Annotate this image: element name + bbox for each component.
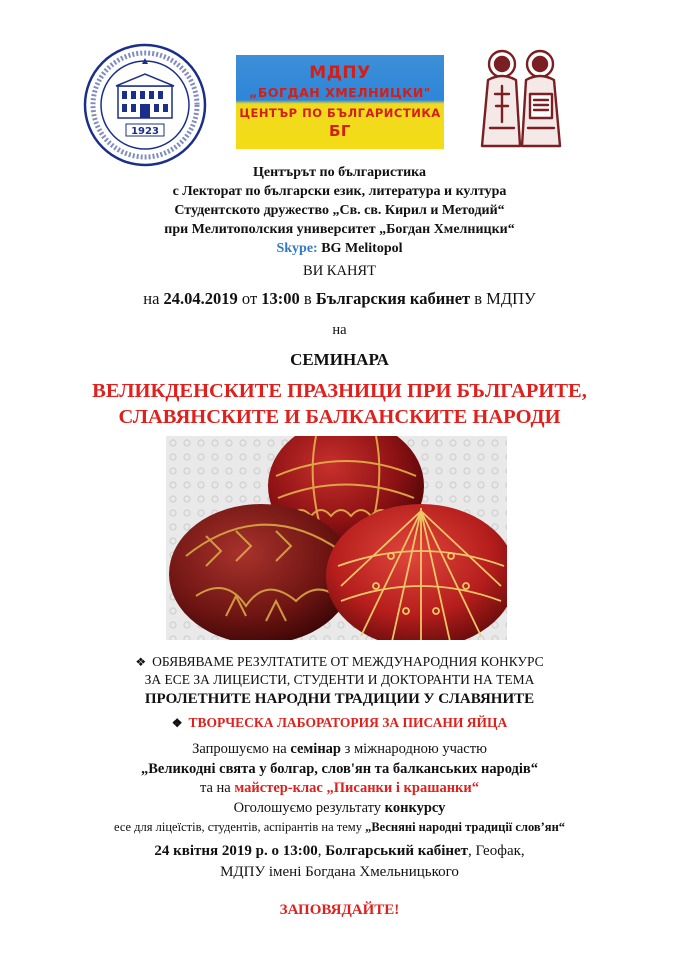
- bullet-contest-line2: ЗА ЕСЕ ЗА ЛИЦЕИСТИ, СТУДЕНТИ И ДОКТОРАНТИ НА ТЕМА: [144, 672, 535, 687]
- bullet-contest: [0, 653, 679, 708]
- invite-ot: от: [241, 289, 258, 308]
- logo-line-university: „БОГДАН ХМЕЛНИЦКИ": [249, 85, 431, 100]
- ua-l6d: , Геофак,: [468, 843, 525, 859]
- ua-line3: [0, 779, 679, 799]
- painted-easter-eggs-photo: [166, 436, 507, 640]
- invite-time: 13:00: [261, 289, 300, 308]
- bullet-contest-line3: ПРОЛЕТНИТЕ НАРОДНИ ТРАДИЦИИ У СЛАВЯНИТЕ: [144, 691, 535, 707]
- ua-line4: [0, 799, 679, 819]
- university-seal-icon: [82, 42, 208, 168]
- ua-l1c: з міжнародною участю: [344, 741, 487, 757]
- skype-label: Skype:: [276, 241, 318, 256]
- university-seal-logo: [82, 42, 208, 168]
- bullet-laboratory-text: ТВОРЧЕСКА ЛАБОРАТОРИЯ ЗА ПИСАНИ ЯЙЦА: [188, 715, 508, 730]
- ua-l5a: есе для ліцеїстів, студентів, аспірантів на тему: [113, 820, 362, 834]
- invite-vi-kanyat: ВИ КАНЯТ: [303, 263, 376, 279]
- invite-date: 24.04.2019: [163, 289, 238, 308]
- ua-l6b: ,: [317, 843, 322, 859]
- seminar-title-line1: ВЕЛИКДЕНСКИТЕ ПРАЗНИЦИ ПРИ БЪЛГАРИТЕ,: [92, 380, 587, 402]
- ua-l4b: конкурсу: [384, 799, 446, 816]
- closing-welcome: ЗАПОВЯДАЙТЕ!: [279, 902, 400, 918]
- invite-na2: на: [332, 322, 347, 338]
- svg-text:1923: 1923: [131, 126, 159, 137]
- invite-place: Българския кабинет: [315, 289, 471, 308]
- ua-l5b: „Весняні народні традиції слов’ян“: [365, 820, 566, 834]
- ua-l6c: Болгарський кабінет: [325, 843, 469, 859]
- diamond-bullet-icon: ❖: [135, 655, 147, 669]
- ua-l1b: семінар: [290, 741, 341, 757]
- ua-l3a: та на: [199, 780, 231, 796]
- bullet-contest-line1: [0, 653, 679, 671]
- invite-na: на: [143, 289, 160, 308]
- header-line-student-society: Студентското дружество „Св. св. Кирил и Методий“: [174, 203, 505, 218]
- ua-l3b: майстер-клас „Писанки і крашанки“: [234, 780, 480, 796]
- header-line-skype: [0, 239, 679, 258]
- header-line-university: при Мелитополския университет „Богдан Хмелницки“: [164, 222, 515, 237]
- logo-line-mdpu: МДПУ: [309, 63, 371, 83]
- bullet-contest-text1: ОБЯВЯВАМЕ РЕЗУЛТАТИТЕ ОТ МЕЖДУНАРОДНИЯ КОНКУРС: [152, 654, 544, 669]
- invite-date-line: [0, 289, 679, 309]
- ua-line6: [0, 841, 679, 862]
- saints-logo: [468, 42, 576, 150]
- ua-line1: [0, 740, 679, 760]
- ukrainian-block: [0, 740, 679, 838]
- invite-v: в: [303, 289, 312, 308]
- saints-cyril-methodius-icon: [468, 42, 576, 150]
- ukrainian-date-block: [0, 841, 679, 883]
- invite-v-mdpu: в МДПУ: [474, 289, 536, 308]
- bullet-laboratory: [0, 715, 679, 731]
- seminar-title: [0, 378, 679, 430]
- ua-l6a: 24 квітня 2019 р. о 13:00: [154, 843, 318, 859]
- seminar-heading: СЕМИНАРА: [290, 350, 389, 369]
- header-block: [0, 163, 679, 258]
- ua-l4a: Оголошуємо результату: [233, 799, 382, 816]
- ua-l1a: Запрошуємо на: [192, 741, 287, 757]
- center-bulgaristics-logo: [236, 55, 444, 149]
- header-line-lectorate: с Лекторат по български език, литература и култура: [172, 184, 507, 199]
- ua-line7: МДПУ імені Богдана Хмельницького: [220, 864, 459, 880]
- header-line-center: Центърът по българистика: [253, 165, 426, 180]
- ua-line5: [0, 818, 679, 838]
- ua-line2: „Великодні свята у болгар, слов'ян та балканських народів“: [140, 760, 538, 777]
- skype-value: BG Melitopol: [321, 241, 403, 256]
- logo-line-center: ЦЕНТЪР ПО БЪЛГАРИСТИКА: [239, 106, 441, 120]
- diamond-bullet-icon: ❖: [171, 716, 183, 730]
- easter-eggs-photo: [166, 436, 507, 640]
- seminar-title-line2: СЛАВЯНСКИТЕ И БАЛКАНСКИТЕ НАРОДИ: [118, 406, 561, 428]
- logo-line-bg: БГ: [329, 122, 351, 140]
